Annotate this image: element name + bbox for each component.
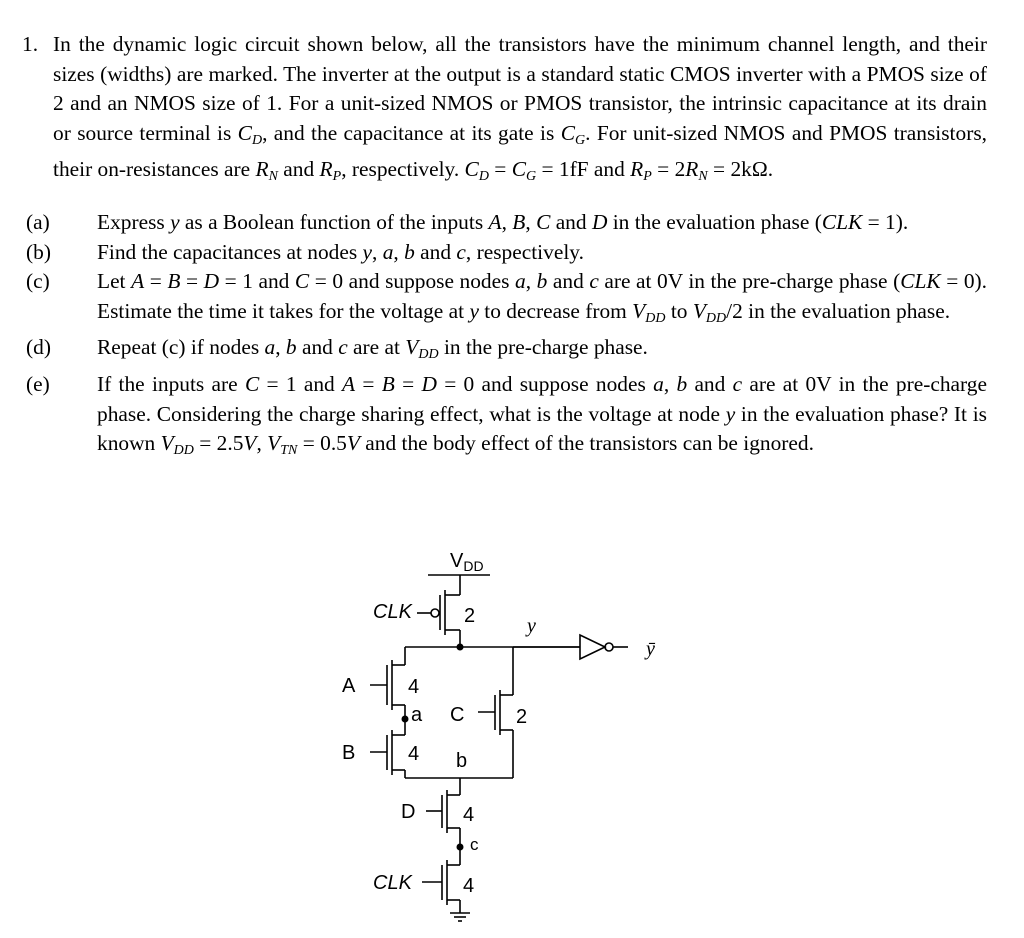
input-c-label: C	[450, 704, 465, 726]
y-node-label: y	[527, 615, 536, 637]
pmos-size-label: 2	[464, 605, 476, 627]
clk-nmos-label: CLK	[373, 872, 412, 894]
y-node-dot	[457, 644, 464, 651]
input-a-label: A	[342, 675, 356, 697]
part-e: (e) If the inputs are C = 1 and A = B = D = 0 and suppose nodes a, b and c are at 0V in the pre-charge phase. Considering the charge sharing effect, what is the voltage at node y in the evaluation phase? It is known $V_{DD} = 2.5V$, $V_{TN} = 0.5V$ and the body effect of the transistors can be ignored.	[26, 371, 987, 459]
node-a-dot	[402, 716, 409, 723]
mclk-size-label: 4	[463, 875, 475, 897]
vdd-label: $V_{DD}$	[450, 550, 484, 574]
ybar-label: ȳ	[646, 638, 655, 660]
part-b: (b) Find the capacitances at nodes y, a, b and c, respectively.	[26, 239, 584, 264]
part-a: (a) Express y as a Boolean function of the inputs A, B, C and D in the evaluation phase (CLK = 1).	[26, 210, 909, 234]
part-c: (c) Let A = B = D = 1 and C = 0 and suppose nodes a, b and c are at 0V in the pre-charge phase (CLK = 0). Estimate the time it takes for the voltage at y to decrease from $V_{DD}$ to $V_{DD}/2$ in the evaluation phase.	[26, 269, 987, 326]
node-b-label: b	[456, 750, 468, 772]
clk-pmos-label: CLK	[373, 601, 412, 623]
ma-size-label: 4	[408, 676, 420, 698]
input-d-label: D	[401, 801, 416, 823]
md-size-label: 4	[463, 804, 475, 826]
problem-number: 1.	[22, 32, 39, 56]
input-b-label: B	[342, 742, 356, 764]
dynamic-logic-circuit	[300, 535, 720, 930]
pmos-gate-bubble	[431, 609, 439, 617]
inverter-triangle	[580, 635, 605, 659]
problem-parts	[22, 208, 987, 466]
node-c-dot	[457, 844, 464, 851]
mb-size-label: 4	[408, 743, 420, 765]
mc-size-label: 2	[516, 706, 528, 728]
node-c-label: c	[470, 835, 479, 854]
problem-stem: In the dynamic logic circuit shown below, all the transistors have the minimum channel length, and their sizes (widths) are marked. The inverter at the output is a standard static CMOS inverter with a PMOS size of 2 and an NMOS size of 1. For a unit-sized NMOS or PMOS transistor, the intrinsic capacitance at its drain or source terminal is $C_D$, and the capacitance at its gate is $C_G$. For unit-sized NMOS and PMOS transistors, their on-resistances are $R_N$ and $R_P$, respectively. $C_D = C_G = 1fF$ and $R_P = 2R_N = 2k\Omega$.	[53, 32, 987, 185]
node-a-label: a	[411, 704, 423, 726]
part-d: (d) Repeat (c) if nodes a, b and c are at $V_{DD}$ in the pre-charge phase.	[26, 335, 648, 363]
